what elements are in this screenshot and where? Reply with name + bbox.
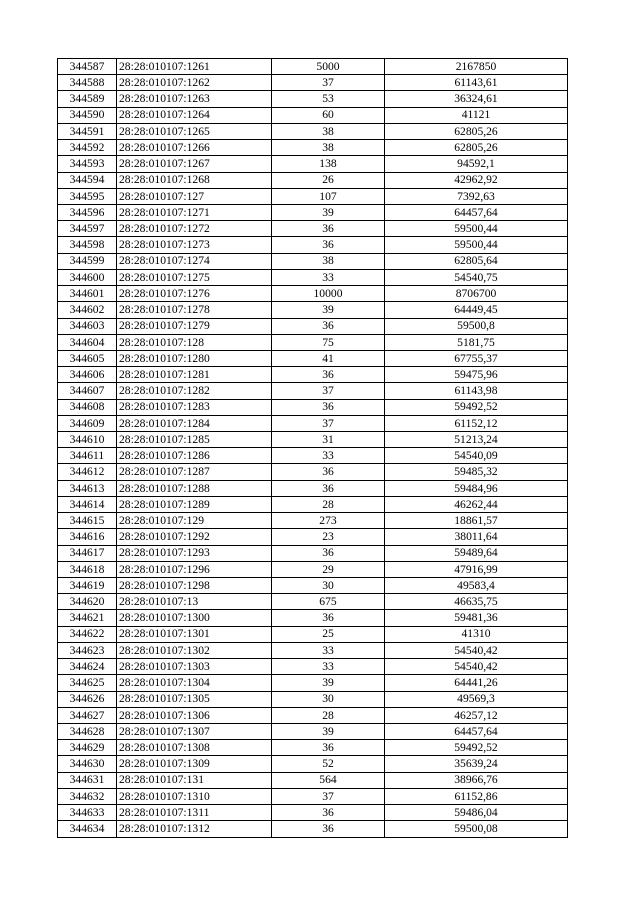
area-cell: 33	[272, 448, 385, 464]
area-cell: 5000	[272, 59, 385, 75]
area-cell: 36	[272, 480, 385, 496]
table-row	[58, 140, 568, 156]
area-cell: 36	[272, 367, 385, 383]
value-cell: 42962,92	[385, 172, 568, 188]
area-cell: 33	[272, 269, 385, 285]
table-row	[58, 788, 568, 804]
table-row	[58, 415, 568, 431]
cadastral-number-cell: 28:28:010107:1287	[117, 464, 272, 480]
value-cell: 59492,52	[385, 740, 568, 756]
area-cell: 36	[272, 740, 385, 756]
record-number-cell: 344598	[58, 237, 117, 253]
area-cell: 37	[272, 75, 385, 91]
value-cell: 59492,52	[385, 399, 568, 415]
value-cell: 61152,12	[385, 415, 568, 431]
value-cell: 59500,44	[385, 221, 568, 237]
record-number-cell: 344630	[58, 756, 117, 772]
record-number-cell: 344594	[58, 172, 117, 188]
cadastral-number-cell: 28:28:010107:1285	[117, 432, 272, 448]
table-row	[58, 286, 568, 302]
value-cell: 62805,26	[385, 123, 568, 139]
cadastral-number-cell: 28:28:010107:1302	[117, 642, 272, 658]
value-cell: 35639,24	[385, 756, 568, 772]
value-cell: 64457,64	[385, 723, 568, 739]
cadastral-number-cell: 28:28:010107:1280	[117, 350, 272, 366]
area-cell: 37	[272, 788, 385, 804]
cadastral-number-cell: 28:28:010107:1284	[117, 415, 272, 431]
cadastral-number-cell: 28:28:010107:1310	[117, 788, 272, 804]
record-number-cell: 344601	[58, 286, 117, 302]
table-row	[58, 253, 568, 269]
area-cell: 52	[272, 756, 385, 772]
cadastral-number-cell: 28:28:010107:1305	[117, 691, 272, 707]
table-row	[58, 350, 568, 366]
cadastral-number-cell: 28:28:010107:1304	[117, 675, 272, 691]
area-cell: 31	[272, 432, 385, 448]
area-cell: 675	[272, 594, 385, 610]
table-row	[58, 610, 568, 626]
table-row	[58, 318, 568, 334]
record-number-cell: 344626	[58, 691, 117, 707]
record-number-cell: 344613	[58, 480, 117, 496]
area-cell: 75	[272, 334, 385, 350]
area-cell: 39	[272, 302, 385, 318]
record-number-cell: 344633	[58, 805, 117, 821]
cadastral-number-cell: 28:28:010107:1296	[117, 561, 272, 577]
record-number-cell: 344606	[58, 367, 117, 383]
table-row	[58, 675, 568, 691]
area-cell: 23	[272, 529, 385, 545]
record-number-cell: 344608	[58, 399, 117, 415]
record-number-cell: 344621	[58, 610, 117, 626]
area-cell: 29	[272, 561, 385, 577]
table-row	[58, 123, 568, 139]
value-cell: 61143,61	[385, 75, 568, 91]
cadastral-number-cell: 28:28:010107:1293	[117, 545, 272, 561]
value-cell: 59500,44	[385, 237, 568, 253]
area-cell: 107	[272, 188, 385, 204]
value-cell: 54540,75	[385, 269, 568, 285]
table-row	[58, 237, 568, 253]
area-cell: 36	[272, 221, 385, 237]
table-row	[58, 691, 568, 707]
record-number-cell: 344631	[58, 772, 117, 788]
area-cell: 36	[272, 610, 385, 626]
record-number-cell: 344623	[58, 642, 117, 658]
record-number-cell: 344587	[58, 59, 117, 75]
record-number-cell: 344632	[58, 788, 117, 804]
record-number-cell: 344618	[58, 561, 117, 577]
record-number-cell: 344619	[58, 578, 117, 594]
value-cell: 61152,86	[385, 788, 568, 804]
value-cell: 59484,96	[385, 480, 568, 496]
cadastral-number-cell: 28:28:010107:1308	[117, 740, 272, 756]
record-number-cell: 344596	[58, 204, 117, 220]
cadastral-number-cell: 28:28:010107:1286	[117, 448, 272, 464]
table-row	[58, 91, 568, 107]
area-cell: 36	[272, 399, 385, 415]
cadastral-number-cell: 28:28:010107:1278	[117, 302, 272, 318]
value-cell: 41121	[385, 107, 568, 123]
cadastral-number-cell: 28:28:010107:1265	[117, 123, 272, 139]
cadastral-number-cell: 28:28:010107:131	[117, 772, 272, 788]
cadastral-number-cell: 28:28:010107:1266	[117, 140, 272, 156]
record-number-cell: 344616	[58, 529, 117, 545]
cadastral-number-cell: 28:28:010107:1312	[117, 821, 272, 837]
record-number-cell: 344614	[58, 496, 117, 512]
table-row	[58, 172, 568, 188]
value-cell: 62805,64	[385, 253, 568, 269]
value-cell: 36324,61	[385, 91, 568, 107]
table-row	[58, 772, 568, 788]
area-cell: 53	[272, 91, 385, 107]
area-cell: 36	[272, 318, 385, 334]
area-cell: 37	[272, 383, 385, 399]
area-cell: 39	[272, 204, 385, 220]
value-cell: 2167850	[385, 59, 568, 75]
area-cell: 10000	[272, 286, 385, 302]
cadastral-number-cell: 28:28:010107:1261	[117, 59, 272, 75]
cadastral-number-cell: 28:28:010107:1300	[117, 610, 272, 626]
value-cell: 64457,64	[385, 204, 568, 220]
cadastral-number-cell: 28:28:010107:1275	[117, 269, 272, 285]
value-cell: 41310	[385, 626, 568, 642]
table-row	[58, 107, 568, 123]
record-number-cell: 344599	[58, 253, 117, 269]
cadastral-number-cell: 28:28:010107:13	[117, 594, 272, 610]
value-cell: 94592,1	[385, 156, 568, 172]
cadastral-number-cell: 28:28:010107:1268	[117, 172, 272, 188]
record-number-cell: 344597	[58, 221, 117, 237]
cadastral-number-cell: 28:28:010107:1309	[117, 756, 272, 772]
value-cell: 59489,64	[385, 545, 568, 561]
table-row	[58, 578, 568, 594]
value-cell: 54540,42	[385, 659, 568, 675]
value-cell: 59486,04	[385, 805, 568, 821]
cadastral-number-cell: 28:28:010107:1263	[117, 91, 272, 107]
table-row	[58, 707, 568, 723]
cadastral-number-cell: 28:28:010107:1273	[117, 237, 272, 253]
table-row	[58, 432, 568, 448]
cadastral-number-cell: 28:28:010107:1271	[117, 204, 272, 220]
record-number-cell: 344610	[58, 432, 117, 448]
record-number-cell: 344627	[58, 707, 117, 723]
table-row	[58, 221, 568, 237]
area-cell: 273	[272, 513, 385, 529]
value-cell: 64449,45	[385, 302, 568, 318]
area-cell: 26	[272, 172, 385, 188]
cadastral-number-cell: 28:28:010107:1276	[117, 286, 272, 302]
cadastral-number-cell: 28:28:010107:1264	[117, 107, 272, 123]
value-cell: 47916,99	[385, 561, 568, 577]
value-cell: 7392,63	[385, 188, 568, 204]
cadastral-number-cell: 28:28:010107:1279	[117, 318, 272, 334]
area-cell: 28	[272, 496, 385, 512]
record-number-cell: 344605	[58, 350, 117, 366]
value-cell: 59481,36	[385, 610, 568, 626]
record-number-cell: 344591	[58, 123, 117, 139]
table-row	[58, 204, 568, 220]
value-cell: 5181,75	[385, 334, 568, 350]
cadastral-number-cell: 28:28:010107:1288	[117, 480, 272, 496]
cadastral-number-cell: 28:28:010107:128	[117, 334, 272, 350]
table-row	[58, 156, 568, 172]
cadastral-number-cell: 28:28:010107:129	[117, 513, 272, 529]
record-number-cell: 344589	[58, 91, 117, 107]
table-row	[58, 561, 568, 577]
record-number-cell: 344607	[58, 383, 117, 399]
table-row	[58, 496, 568, 512]
cadastral-number-cell: 28:28:010107:127	[117, 188, 272, 204]
area-cell: 39	[272, 723, 385, 739]
value-cell: 46262,44	[385, 496, 568, 512]
table-row	[58, 302, 568, 318]
value-cell: 54540,42	[385, 642, 568, 658]
value-cell: 59500,8	[385, 318, 568, 334]
table-row	[58, 594, 568, 610]
cadastral-number-cell: 28:28:010107:1281	[117, 367, 272, 383]
value-cell: 59485,32	[385, 464, 568, 480]
value-cell: 18861,57	[385, 513, 568, 529]
area-cell: 38	[272, 140, 385, 156]
area-cell: 38	[272, 253, 385, 269]
record-number-cell: 344622	[58, 626, 117, 642]
table-row	[58, 821, 568, 837]
table-row	[58, 383, 568, 399]
cadastral-number-cell: 28:28:010107:1311	[117, 805, 272, 821]
area-cell: 36	[272, 545, 385, 561]
value-cell: 51213,24	[385, 432, 568, 448]
table-row	[58, 642, 568, 658]
record-number-cell: 344592	[58, 140, 117, 156]
value-cell: 38966,76	[385, 772, 568, 788]
record-number-cell: 344609	[58, 415, 117, 431]
table-row	[58, 59, 568, 75]
cadastral-number-cell: 28:28:010107:1306	[117, 707, 272, 723]
value-cell: 62805,26	[385, 140, 568, 156]
record-number-cell: 344603	[58, 318, 117, 334]
table-row	[58, 529, 568, 545]
cadastral-number-cell: 28:28:010107:1292	[117, 529, 272, 545]
value-cell: 59475,96	[385, 367, 568, 383]
value-cell: 49583,4	[385, 578, 568, 594]
value-cell: 61143,98	[385, 383, 568, 399]
cadastral-number-cell: 28:28:010107:1298	[117, 578, 272, 594]
value-cell: 38011,64	[385, 529, 568, 545]
value-cell: 49569,3	[385, 691, 568, 707]
cadastral-number-cell: 28:28:010107:1282	[117, 383, 272, 399]
area-cell: 138	[272, 156, 385, 172]
table-row	[58, 626, 568, 642]
record-number-cell: 344600	[58, 269, 117, 285]
value-cell: 46635,75	[385, 594, 568, 610]
table-row	[58, 399, 568, 415]
area-cell: 36	[272, 237, 385, 253]
table-body	[58, 59, 568, 838]
value-cell: 46257,12	[385, 707, 568, 723]
record-number-cell: 344612	[58, 464, 117, 480]
record-number-cell: 344595	[58, 188, 117, 204]
table-row	[58, 269, 568, 285]
cadastral-number-cell: 28:28:010107:1274	[117, 253, 272, 269]
value-cell: 54540,09	[385, 448, 568, 464]
record-number-cell: 344604	[58, 334, 117, 350]
cadastral-number-cell: 28:28:010107:1283	[117, 399, 272, 415]
table-row	[58, 448, 568, 464]
area-cell: 30	[272, 578, 385, 594]
table-row	[58, 740, 568, 756]
value-cell: 8706700	[385, 286, 568, 302]
table-row	[58, 75, 568, 91]
cadastral-table	[57, 58, 568, 838]
area-cell: 39	[272, 675, 385, 691]
table-row	[58, 756, 568, 772]
record-number-cell: 344602	[58, 302, 117, 318]
record-number-cell: 344625	[58, 675, 117, 691]
cadastral-number-cell: 28:28:010107:1303	[117, 659, 272, 675]
record-number-cell: 344634	[58, 821, 117, 837]
table-row	[58, 723, 568, 739]
area-cell: 30	[272, 691, 385, 707]
table-row	[58, 805, 568, 821]
record-number-cell: 344628	[58, 723, 117, 739]
record-number-cell: 344588	[58, 75, 117, 91]
table-row	[58, 659, 568, 675]
area-cell: 33	[272, 659, 385, 675]
record-number-cell: 344615	[58, 513, 117, 529]
area-cell: 36	[272, 464, 385, 480]
area-cell: 41	[272, 350, 385, 366]
area-cell: 564	[272, 772, 385, 788]
record-number-cell: 344590	[58, 107, 117, 123]
cadastral-number-cell: 28:28:010107:1267	[117, 156, 272, 172]
area-cell: 28	[272, 707, 385, 723]
cadastral-number-cell: 28:28:010107:1272	[117, 221, 272, 237]
area-cell: 37	[272, 415, 385, 431]
record-number-cell: 344611	[58, 448, 117, 464]
record-number-cell: 344624	[58, 659, 117, 675]
cadastral-number-cell: 28:28:010107:1289	[117, 496, 272, 512]
record-number-cell: 344617	[58, 545, 117, 561]
table-row	[58, 334, 568, 350]
table-row	[58, 367, 568, 383]
table-row	[58, 513, 568, 529]
value-cell: 67755,37	[385, 350, 568, 366]
record-number-cell: 344620	[58, 594, 117, 610]
record-number-cell: 344593	[58, 156, 117, 172]
area-cell: 38	[272, 123, 385, 139]
table-row	[58, 188, 568, 204]
area-cell: 33	[272, 642, 385, 658]
record-number-cell: 344629	[58, 740, 117, 756]
area-cell: 36	[272, 805, 385, 821]
table-row	[58, 480, 568, 496]
cadastral-number-cell: 28:28:010107:1307	[117, 723, 272, 739]
value-cell: 64441,26	[385, 675, 568, 691]
table-row	[58, 464, 568, 480]
cadastral-number-cell: 28:28:010107:1262	[117, 75, 272, 91]
value-cell: 59500,08	[385, 821, 568, 837]
area-cell: 60	[272, 107, 385, 123]
table-row	[58, 545, 568, 561]
area-cell: 25	[272, 626, 385, 642]
area-cell: 36	[272, 821, 385, 837]
cadastral-number-cell: 28:28:010107:1301	[117, 626, 272, 642]
